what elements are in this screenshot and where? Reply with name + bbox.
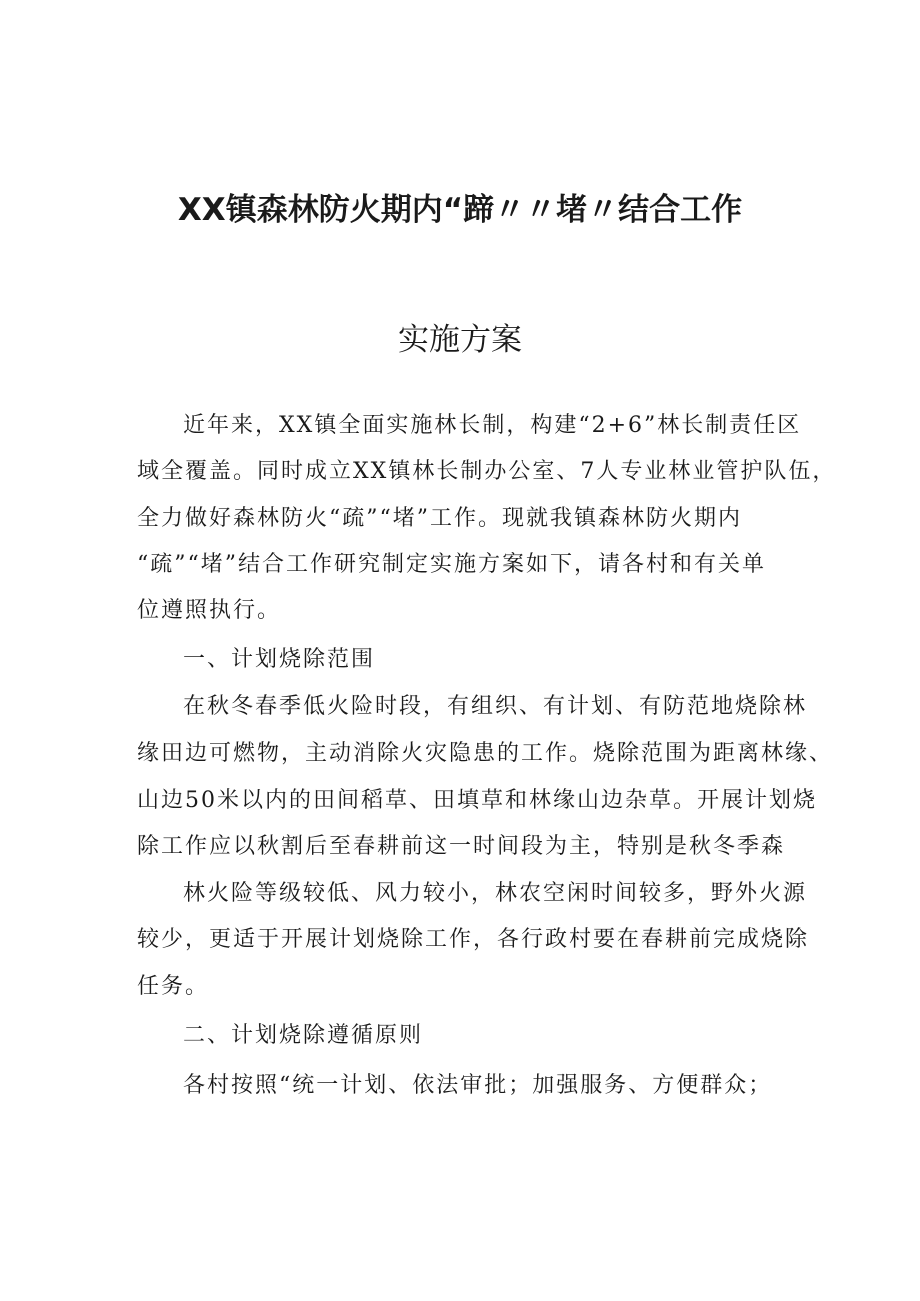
section-heading-1: 一、计划烧除范围 [183,647,376,672]
body-line-10: 除工作应以秋割后至春耕前这一时间段为主，特别是秋冬季森 [137,834,786,859]
body-line-3: 全力做好森林防火“疏”“堵”工作。现就我镇森林防火期内 [137,506,742,531]
body-line-5: 位遵照执行。 [137,598,282,623]
body-line-9: 山边50米以内的田间稻草、田填草和林缘山边杂草。开展计划烧 [137,788,817,813]
body-line-8: 缘田边可燃物，主动消除火灾隐患的工作。烧除范围为距离林缘、 [137,741,834,766]
body-line-1: 近年来，XX镇全面实施林长制，构建“2+6”林长制责任区 [183,413,802,438]
body-line-12: 较少，更适于开展计划烧除工作，各行政村要在春耕前完成烧除 [137,927,810,952]
body-line-7: 在秋冬春季低火险时段，有组织、有计划、有防范地烧除林 [183,694,808,719]
body-line-2: 域全覆盖。同时成立XX镇林长制办公室、7人专业林业管护队伍， [137,459,837,484]
section-heading-2: 二、计划烧除遵循原则 [183,1023,424,1048]
body-line-4: “疏”“堵”结合工作研究制定实施方案如下，请各村和有关单 [137,552,766,577]
body-line-15: 各村按照“统一计划、依法审批；加强服务、方便群众； [183,1073,773,1098]
document-title-line-1: XX镇森林防火期内“蹄〃〃堵〃结合工作 [177,192,743,228]
document-title-line-2: 实施方案 [398,322,522,358]
body-line-11: 林火险等级较低、风力较小，林农空闲时间较多，野外火源 [183,881,808,906]
body-line-13: 任务。 [137,974,210,999]
